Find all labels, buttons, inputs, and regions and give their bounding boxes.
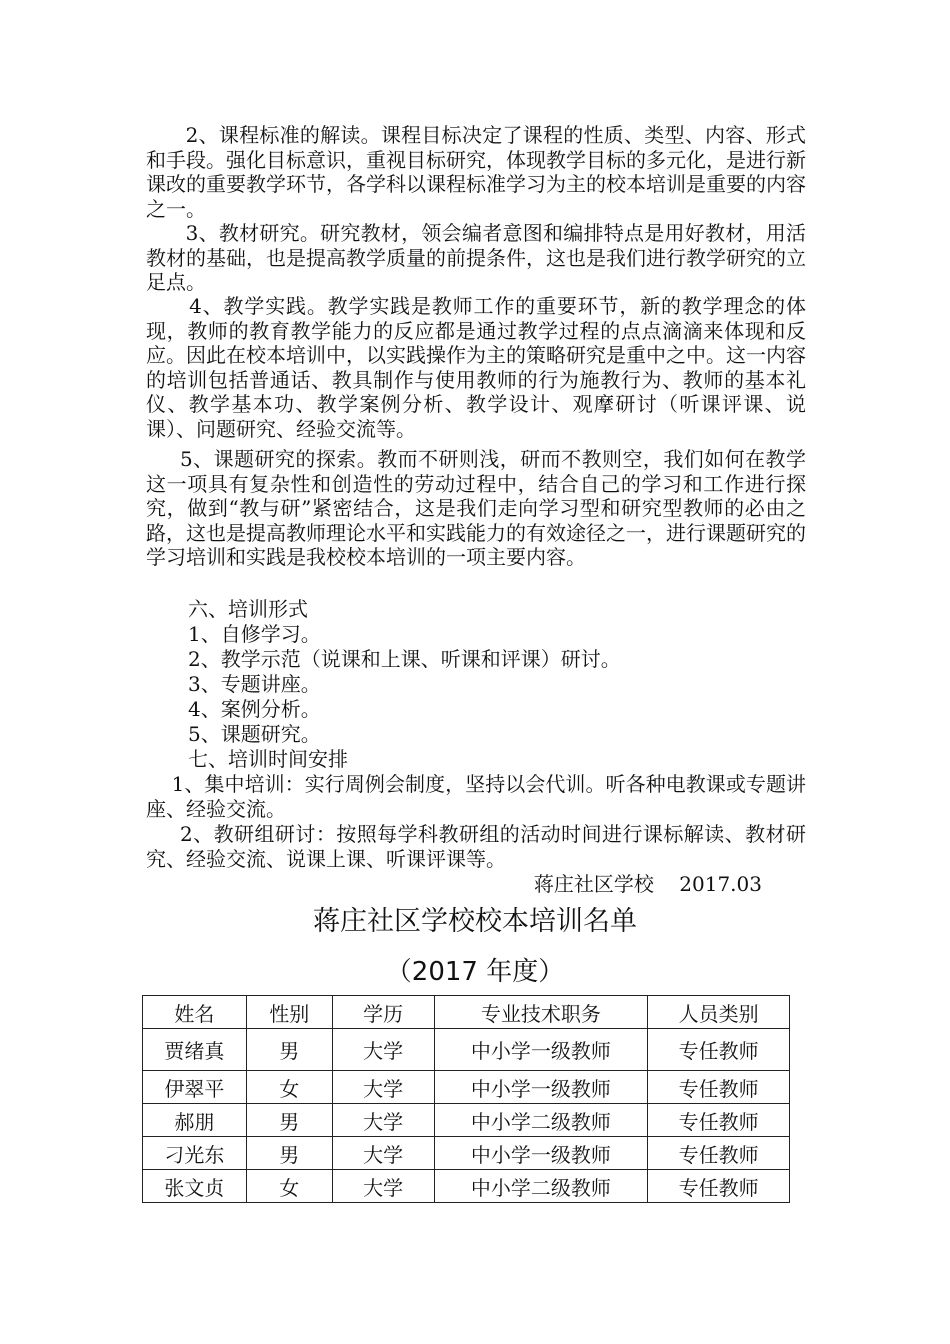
column-header-name: 姓名 [143,996,247,1029]
cell-gender: 男 [246,1137,332,1170]
roster-subtitle: （2017 年度） [385,957,565,987]
forms-item: 2、教学示范（说课和上课、听课和评课）研讨。 [188,647,621,671]
roster-table [142,995,790,1203]
signature-line: 蒋庄社区学校 2017.03 [533,872,762,896]
cell-education: 大学 [332,1071,434,1104]
schedule-heading: 七、培训时间安排 [188,747,348,771]
cell-category: 专任教师 [648,1029,790,1071]
cell-name: 刁光东 [143,1137,247,1170]
table-row [143,1137,790,1170]
cell-title: 中小学二级教师 [434,1104,648,1137]
paragraph-curriculum-standard: 2、课程标准的解读。课程目标决定了课程的性质、类型、内容、形式和手段。强化目标意识，重视目标研究，体现教学目标的多元化，是进行新课改的重要教学环节，各学科以课程标准学习为主的校本培训是重要的内容之一。 [146,123,806,221]
paragraph-topic-research: 5、课题研究的探索。教而不研则浅，研而不教则空，我们如何在教学这一项具有复杂性和创造性的劳动过程中，结合自己的学习和工作进行探究，做到“教与研”紧密结合，这是我们走向学习型和研究型教师的必由之路，这也是提高教师理论水平和实践能力的有效途径之一，进行课题研究的学习培训和实践是我校校本培训的一项主要内容。 [146,447,806,569]
table-row [143,1029,790,1071]
cell-title: 中小学一级教师 [434,1071,648,1104]
cell-category: 专任教师 [648,1137,790,1170]
table-header-row [143,996,790,1029]
cell-category: 专任教师 [648,1071,790,1104]
roster-title: 蒋庄社区学校校本培训名单 [313,906,637,937]
cell-gender: 男 [246,1029,332,1071]
cell-education: 大学 [332,1137,434,1170]
cell-name: 伊翠平 [143,1071,247,1104]
cell-category: 专任教师 [648,1104,790,1137]
paragraph-textbook-research: 3、教材研究。研究教材，领会编者意图和编排特点是用好教材，用活教材的基础，也是提高教学质量的前提条件，这也是我们进行教学研究的立足点。 [146,221,806,294]
cell-name: 郝朋 [143,1104,247,1137]
column-header-title: 专业技术职务 [434,996,648,1029]
forms-item: 1、自修学习。 [188,622,321,646]
cell-title: 中小学二级教师 [434,1170,648,1203]
table-row [143,1071,790,1104]
forms-item: 5、课题研究。 [188,722,321,746]
cell-education: 大学 [332,1104,434,1137]
column-header-education: 学历 [332,996,434,1029]
cell-category: 专任教师 [648,1170,790,1203]
schedule-item-group: 2、教研组研讨：按照每学科教研组的活动时间进行课标解读、教材研究、经验交流、说课上课、听课评课等。 [146,822,806,871]
cell-title: 中小学一级教师 [434,1137,648,1170]
cell-education: 大学 [332,1170,434,1203]
forms-item: 3、专题讲座。 [188,672,321,696]
cell-name: 贾绪真 [143,1029,247,1071]
forms-heading: 六、培训形式 [188,597,308,621]
cell-education: 大学 [332,1029,434,1071]
table-row [143,1104,790,1137]
forms-item: 4、案例分析。 [188,697,321,721]
table-row [143,1170,790,1203]
cell-name: 张文贞 [143,1170,247,1203]
column-header-category: 人员类别 [648,996,790,1029]
cell-gender: 男 [246,1104,332,1137]
cell-title: 中小学一级教师 [434,1029,648,1071]
column-header-gender: 性别 [246,996,332,1029]
cell-gender: 女 [246,1071,332,1104]
schedule-item-centralized: 1、集中培训：实行周例会制度，坚持以会代训。听各种电教课或专题讲座、经验交流。 [146,772,806,821]
cell-gender: 女 [246,1170,332,1203]
paragraph-teaching-practice: 4、教学实践。教学实践是教师工作的重要环节，新的教学理念的体现，教师的教育教学能力的反应都是通过教学过程的点点滴滴来体现和反应。因此在校本培训中，以实践操作为主的策略研究是重中之中。这一内容的培训包括普通话、教具制作与使用教师的行为施教行为、教师的基本礼仪、教学基本功、教学案例分析、教学设计、观摩研讨（听课评课、说课）、问题研究、经验交流等。 [146,294,806,441]
